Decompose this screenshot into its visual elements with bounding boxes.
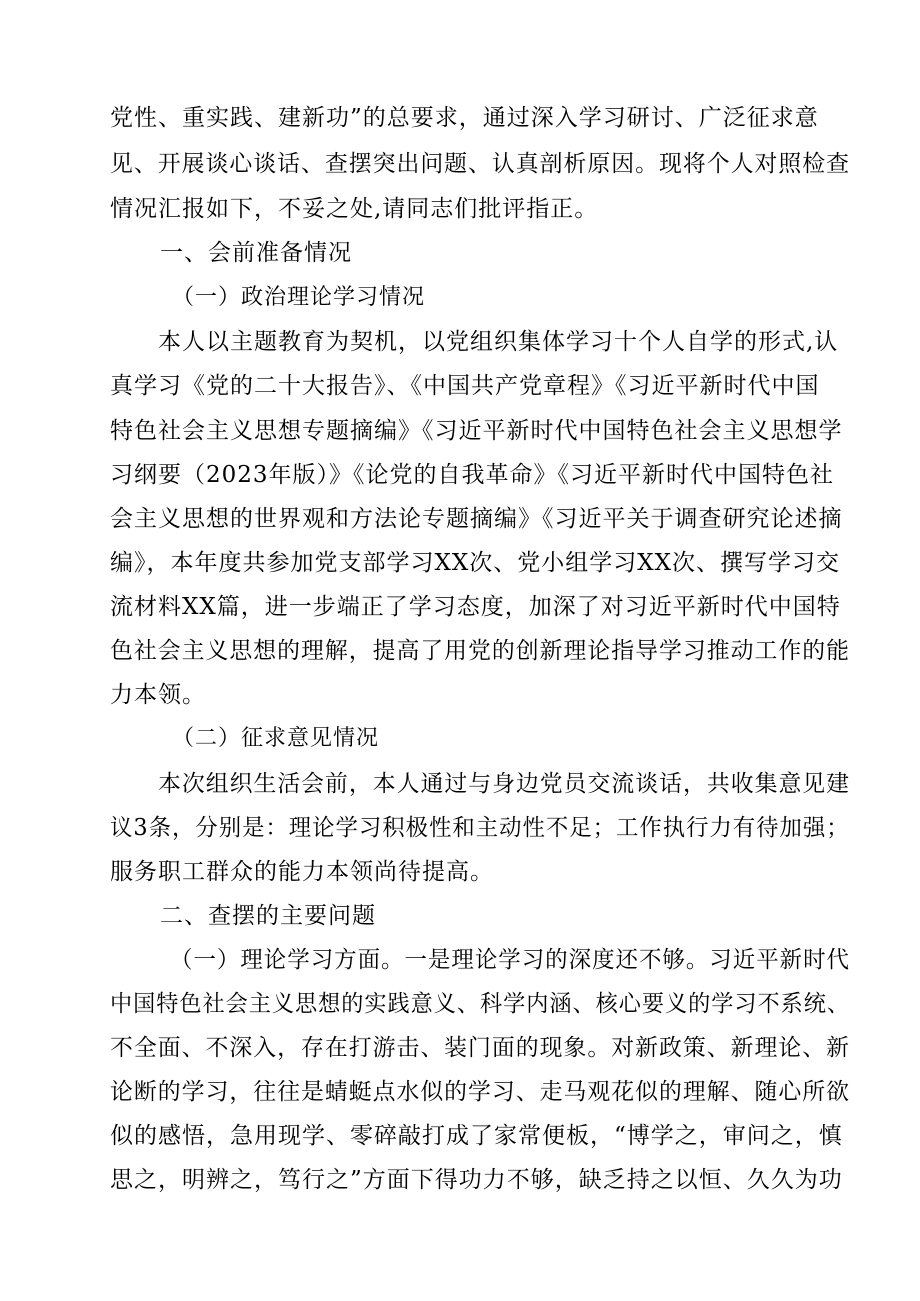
subsection-heading: （一）政治理论学习情况 (172, 285, 426, 310)
paragraph-line: 本人以主题教育为契机，以党组织集体学习十个人自学的形式,认 (158, 329, 839, 355)
paragraph-line: 不全面、不深入，存在打游击、装门面的现象。对新政策、新理论、新 (110, 1035, 850, 1061)
paragraph-line: 色社会主义思想的理解，提高了用党的创新理论指导学习推动工作的能 (110, 638, 850, 664)
paragraph-line: 中国特色社会主义思想的实践意义、科学内涵、核心要义的学习不系统、 (110, 991, 850, 1017)
intro-line: 党性、重实践、建新功”的总要求，通过深入学习研讨、广泛征求意 (110, 105, 819, 131)
paragraph-line: 编》，本年度共参加党支部学习XX次、党小组学习XX次、撰写学习交 (110, 550, 840, 576)
paragraph-line: 议3条，分别是：理论学习积极性和主动性不足；工作执行力有待加强； (110, 815, 850, 841)
paragraph-line: 服务职工群众的能力本领尚待提高。 (110, 859, 494, 885)
subsection-heading: （二）征求意见情况 (172, 726, 380, 751)
intro-line: 见、开展谈心谈话、查摆突出问题、认真剖析原因。现将个人对照检查 (110, 151, 850, 177)
section-heading: 一、会前准备情况 (160, 240, 352, 266)
paragraph-line: 本次组织生活会前，本人通过与身边党员交流谈话，共收集意见建 (158, 771, 851, 797)
paragraph-line: 似的感悟，急用现学、零碎敲打成了家常便板，“博学之，审问之，慎 (110, 1123, 843, 1149)
paragraph-line: （一）理论学习方面。一是理论学习的深度还不够。习近平新时代 (170, 947, 850, 973)
paragraph-line: 流材料XX篇，进一步端正了学习态度，加深了对习近平新时代中国特 (110, 594, 841, 620)
intro-line: 情况汇报如下，不妥之处,请同志们批评指正。 (110, 196, 599, 222)
paragraph-line: 习纲要（2023年版）》《论党的自我革命》《习近平新时代中国特色社 (110, 462, 835, 488)
paragraph-line: 会主义思想的世界观和方法论专题摘编》《习近平关于调查研究论述摘 (110, 506, 843, 532)
paragraph-line: 真学习《党的二十大报告》、《中国共产党章程》《习近平新时代中国 (110, 373, 820, 399)
paragraph-line: 特色社会主义思想专题摘编》《习近平新时代中国特色社会主义思想学 (110, 418, 843, 444)
section-heading: 二、查摆的主要问题 (160, 903, 376, 929)
paragraph-line: 论断的学习，往往是蜻蜓点水似的学习、走马观花似的理解、随心所欲 (110, 1079, 850, 1105)
paragraph-line: 思之，明辨之，笃行之”方面下得功力不够，缺乏持之以恒、久久为功 (110, 1167, 843, 1193)
paragraph-line: 力本领。 (110, 682, 206, 708)
